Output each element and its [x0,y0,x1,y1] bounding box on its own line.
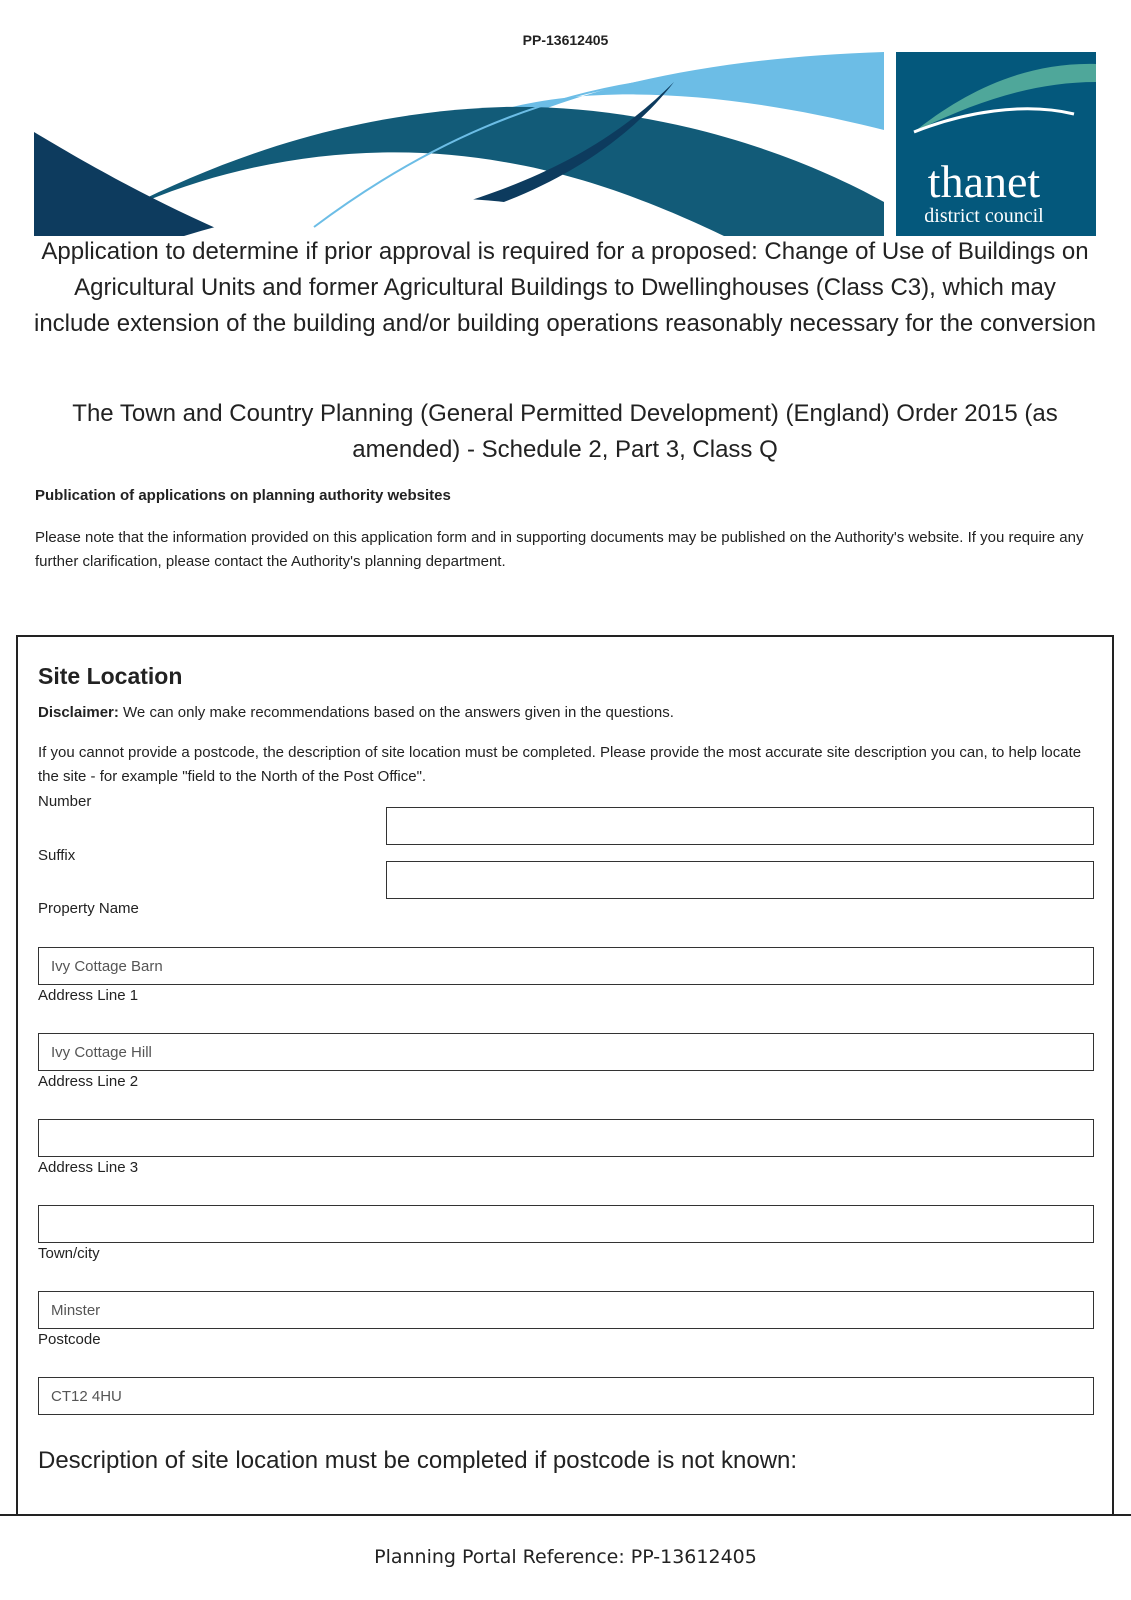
site-instruction: If you cannot provide a postcode, the description of site location must be completed. Please provide the most accurate site description you can, to help locate the site - for example "field to the North of the Post Office". [38,744,1082,785]
section-title: Site Location [38,663,183,689]
header-reference: PP-13612405 [522,32,609,48]
number-field[interactable] [386,807,1094,845]
address-line-1-field[interactable] [38,1033,1094,1071]
suffix-label: Suffix [38,847,76,864]
publication-heading: Publication of applications on planning authority websites [35,487,451,504]
suffix-field[interactable] [386,861,1094,899]
property-name-field[interactable] [38,947,1094,985]
address-line-3-field[interactable] [38,1205,1094,1243]
disclaimer-text: We can only make recommendations based on the answers given in the questions. [118,704,674,721]
address-line-2-label: Address Line 2 [38,1073,139,1090]
town-city-label: Town/city [38,1245,100,1262]
logo-name: thanet [927,156,1041,207]
footer-reference: Planning Portal Reference: PP-13612405 [374,1546,757,1568]
form-title: Application to determine if prior approval is required for a proposed: Change of Use of Buildings on Agricultural Units and former Agricultural Buildings to Dwellinghouses (Class C3), which may include extension of the building and/or building operations reasonably necessary for the conversion [34,238,1097,337]
address-line-3-label: Address Line 3 [38,1159,139,1176]
wave-banner-graphic [34,52,1096,236]
town-city-field[interactable] [38,1291,1094,1329]
site-location-panel [16,635,1114,1515]
address-line-2-field[interactable] [38,1119,1094,1157]
disclaimer [38,704,674,721]
address-line-1-label: Address Line 1 [38,987,139,1004]
postcode-field[interactable] [38,1377,1094,1415]
publication-text: Please note that the information provided on this application form and in supporting documents may be published on the Authority's website. If you require any further clarification, please contact the Authority's planning department. [35,529,1084,570]
disclaimer-label: Disclaimer: [38,704,119,721]
council-banner [34,52,1096,236]
council-logo [896,52,1096,236]
description-heading: Description of site location must be completed if postcode is not known: [38,1447,798,1474]
postcode-label: Postcode [38,1331,101,1348]
order-title: The Town and Country Planning (General Permitted Development) (England) Order 2015 (as amended) - Schedule 2, Part 3, Class Q [72,400,1058,463]
footer-divider [0,1514,1131,1516]
logo-subtitle: district council [924,205,1044,227]
number-label: Number [38,793,92,810]
property-name-label: Property Name [38,900,139,917]
